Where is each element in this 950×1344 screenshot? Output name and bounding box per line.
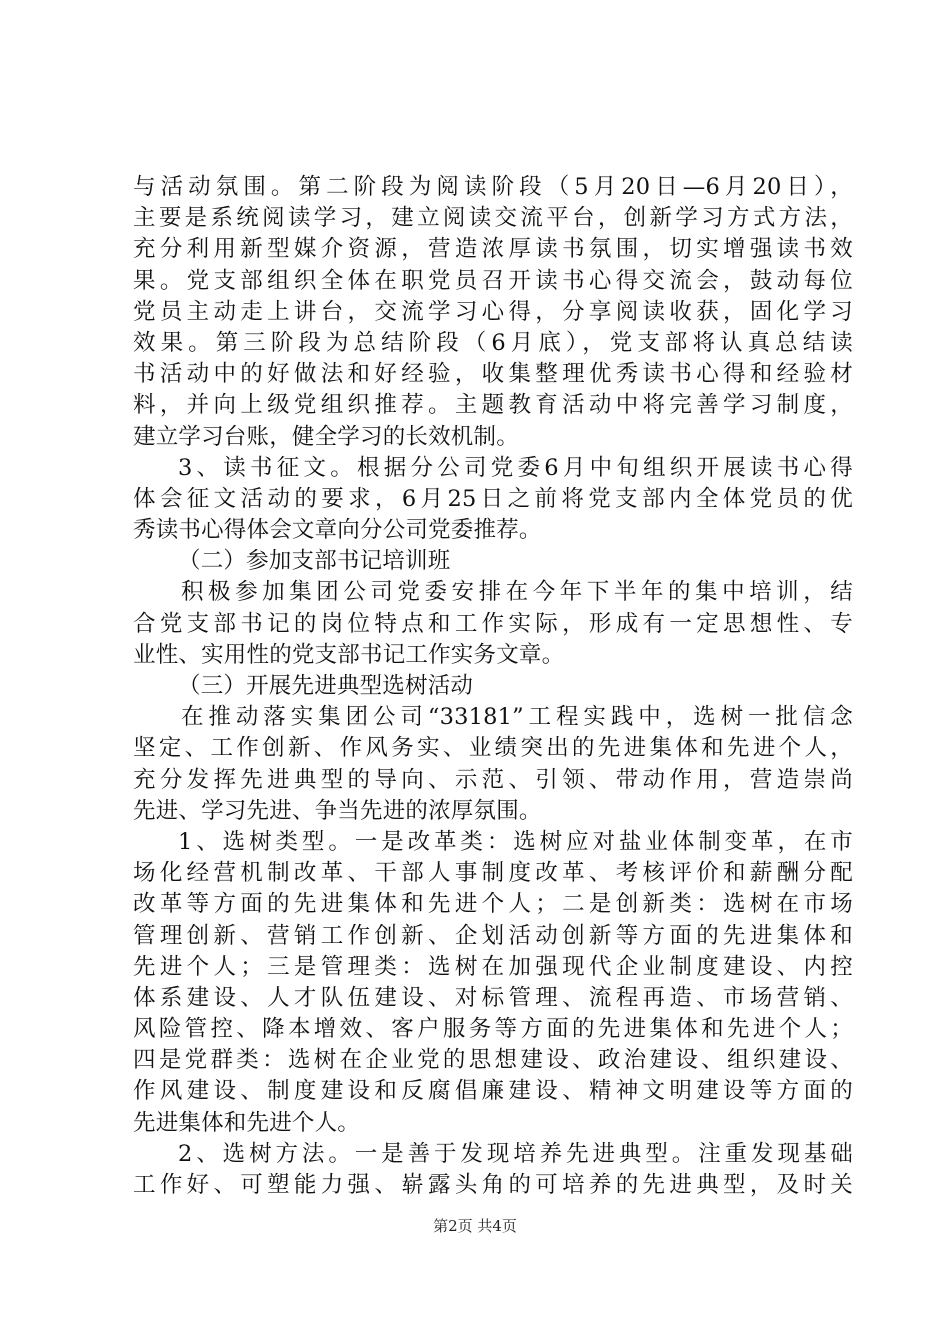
text-line: 主要是系统阅读学习，建立阅读交流平台，创新学习方式方法， (133, 205, 853, 232)
text-line: 体会征文活动的要求，6月25日之前将党支部内全体党员的优 (133, 485, 853, 512)
text-line: 1、选树类型。一是改革类：选树应对盐业体制变革，在市 (178, 828, 853, 855)
text-line: 工作好、可塑能力强、崭露头角的可培养的先进典型，及时关 (133, 1172, 853, 1198)
text-line: 料，并向上级党组织推荐。主题教育活动中将完善学习制度， (133, 392, 853, 419)
text-line: 先进、学习先进、争当先进的浓厚氛围。 (133, 797, 542, 824)
text-line: 秀读书心得体会文章向分公司党委推荐。 (133, 517, 542, 544)
document-body (133, 172, 853, 1201)
text-line: 管理创新、营销工作创新、企划活动创新等方面的先进集体和 (133, 922, 853, 949)
text-line: 改革等方面的先进集体和先进个人；二是创新类：选树在市场 (133, 891, 853, 918)
text-line: 效果。第三阶段为总结阶段（6月底），党支部将认真总结读 (133, 329, 853, 356)
text-line: 2、选树方法。一是善于发现培养先进典型。注重发现基础 (178, 1140, 853, 1167)
text-line: 先进个人；三是管理类：选树在加强现代企业制度建设、内控 (133, 953, 853, 980)
text-line: 在推动落实集团公司“33181”工程实践中，选树一批信念 (181, 704, 853, 731)
text-line: 体系建设、人才队伍建设、对标管理、流程再造、市场营销、 (133, 984, 853, 1011)
text-line: 3、读书征文。根据分公司党委6月中旬组织开展读书心得 (178, 454, 853, 481)
text-line: 建立学习台账，健全学习的长效机制。 (133, 423, 519, 450)
text-line: 坚定、工作创新、作风务实、业绩突出的先进集体和先进个人， (133, 735, 853, 762)
text-line: 作风建设、制度建设和反腐倡廉建设、精神文明建设等方面的 (133, 1078, 853, 1105)
text-line: 积极参加集团公司党委安排在今年下半年的集中培训，结 (181, 579, 853, 606)
page-footer: 第2页 共4页 (433, 1217, 517, 1235)
text-line: 充分发挥先进典型的导向、示范、引领、带动作用，营造崇尚 (133, 766, 853, 793)
text-line: 四是党群类：选树在企业党的思想建设、政治建设、组织建设、 (133, 1047, 853, 1074)
text-line: 风险管控、降本增效、客户服务等方面的先进集体和先进个人； (133, 1016, 853, 1043)
text-line: （二）参加支部书记培训班 (178, 548, 451, 575)
text-line: 书活动中的好做法和好经验，收集整理优秀读书心得和经验材 (133, 361, 853, 388)
text-line: 场化经营机制改革、干部人事制度改革、考核评价和薪酬分配 (133, 860, 853, 887)
text-line: 果。党支部组织全体在职党员召开读书心得交流会，鼓动每位 (133, 267, 853, 294)
text-line: 与活动氛围。第二阶段为阅读阶段（5月20日—6月20日）， (133, 174, 853, 200)
text-line: 充分利用新型媒介资源，营造浓厚读书氛围，切实增强读书效 (133, 236, 853, 263)
text-line: 先进集体和先进个人。 (133, 1109, 361, 1136)
text-line: 党员主动走上讲台，交流学习心得，分享阅读收获，固化学习 (133, 298, 853, 325)
text-line: 业性、实用性的党支部书记工作实务文章。 (133, 641, 565, 668)
text-line: 合党支部书记的岗位特点和工作实际，形成有一定思想性、专 (133, 610, 853, 637)
text-line: （三）开展先进典型选树活动 (178, 673, 474, 699)
